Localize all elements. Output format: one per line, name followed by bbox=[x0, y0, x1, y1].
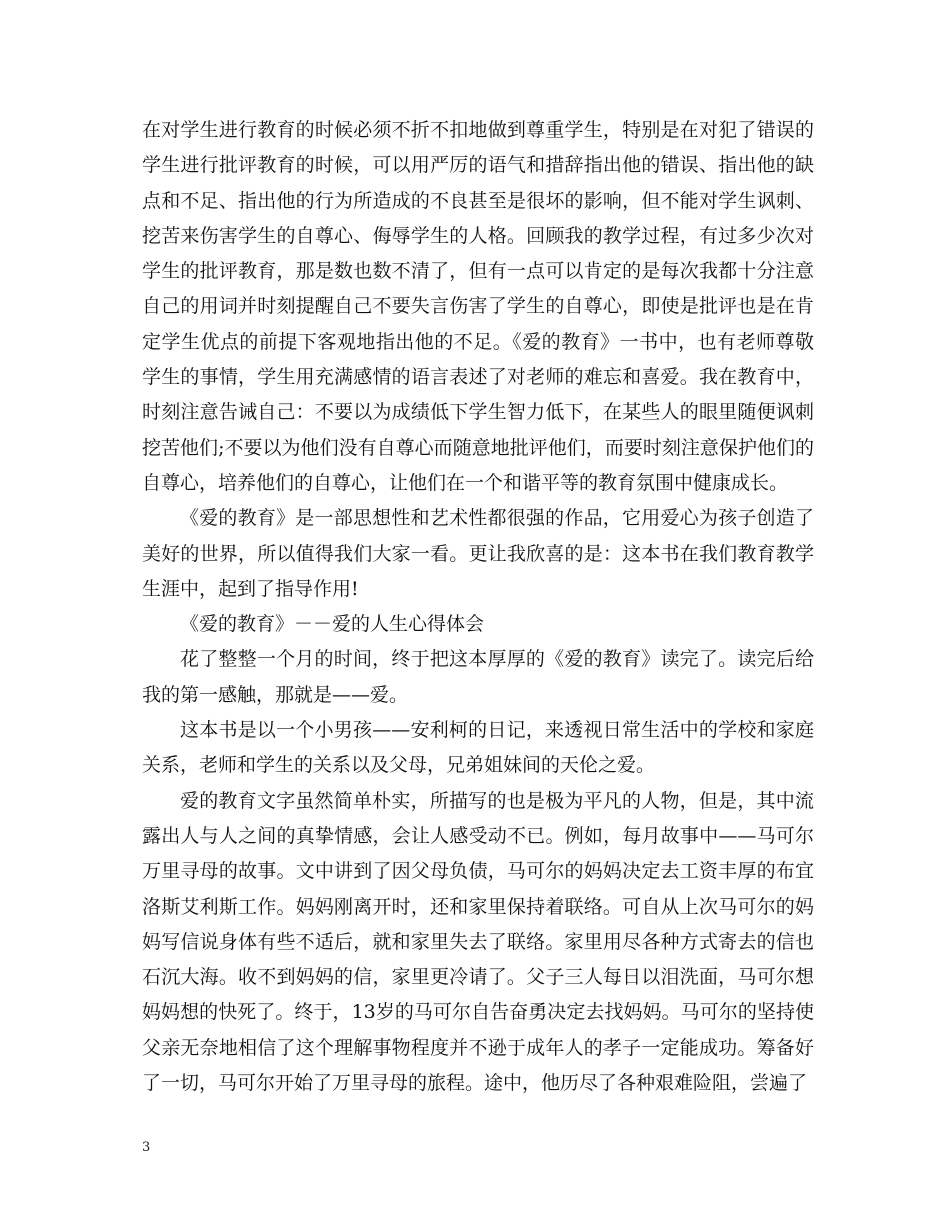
page-number: 3 bbox=[142, 1140, 151, 1155]
paragraph-respect-students: 在对学生进行教育的时候必须不折不扣地做到尊重学生，特别是在对犯了错误的学生进行批评教育的时候，可以用严厉的语气和措辞指出他的错误、指出他的缺点和不足、指出他的行为所造成的不良甚至是很坏的影响，但不能对学生讽刺、挖苦来伤害学生的自尊心、侮辱学生的人格。回顾我的教学过程，有过多少次对学生的批评教育，那是数也数不清了，但有一点可以肯定的是每次我都十分注意自己的用词并时刻提醒自己不要失言伤害了学生的自尊心，即使是批评也是在肯定学生优点的前提下客观地指出他的不足。《爱的教育》一书中，也有老师尊敬学生的事情，学生用充满感情的语言表述了对老师的难忘和喜爱。我在教育中，时刻注意告诫自己：不要以为成绩低下学生智力低下，在某些人的眼里随便讽刺挖苦他们;不要以为他们没有自尊心而随意地批评他们，而要时刻注意保护他们的自尊心，培养他们的自尊心，让他们在一个和谐平等的教育氛围中健康成长。 bbox=[142, 119, 814, 494]
paragraph-first-impression: 花了整整一个月的时间，终于把这本厚厚的《爱的教育》读完了。读完后给我的第一感触，那就是——爱。 bbox=[142, 648, 814, 706]
paragraph-marco-story: 爱的教育文字虽然简单朴实，所描写的也是极为平凡的人物，但是，其中流露出人与人之间的真挚情感，会让人感受动不已。例如，每月故事中——马可尔万里寻母的故事。文中讲到了因父母负债，马可尔的妈妈决定去工资丰厚的布宜洛斯艾利斯工作。妈妈刚离开时，还和家里保持着联络。可自从上次马可尔的妈妈写信说身体有些不适后，就和家里失去了联络。家里用尽各种方式寄去的信也石沉大海。收不到妈妈的信，家里更冷请了。父子三人每日以泪洗面，马可尔想妈妈想的快死了。终于，13岁的马可尔自告奋勇决定去找妈妈。马可尔的坚持使父亲无奈地相信了这个理解事物程度并不逊于成年人的孝子一定能成功。筹备好了一切，马可尔开始了万里寻母的旅程。途中，他历尽了各种艰难险阻，尝遍了 bbox=[142, 789, 814, 1095]
document-body bbox=[142, 113, 814, 1101]
paragraph-book-value: 《爱的教育》是一部思想性和艺术性都很强的作品，它用爱心为孩子创造了美好的世界，所以值得我们大家一看。更让我欣喜的是：这本书在我们教育教学生涯中，起到了指导作用! bbox=[142, 507, 814, 600]
paragraph-book-summary: 这本书是以一个小男孩——安利柯的日记，来透视日常生活中的学校和家庭关系，老师和学生的关系以及父母，兄弟姐妹间的天伦之爱。 bbox=[142, 719, 814, 777]
section-heading: 《爱的教育》－－爱的人生心得体会 bbox=[180, 613, 485, 636]
